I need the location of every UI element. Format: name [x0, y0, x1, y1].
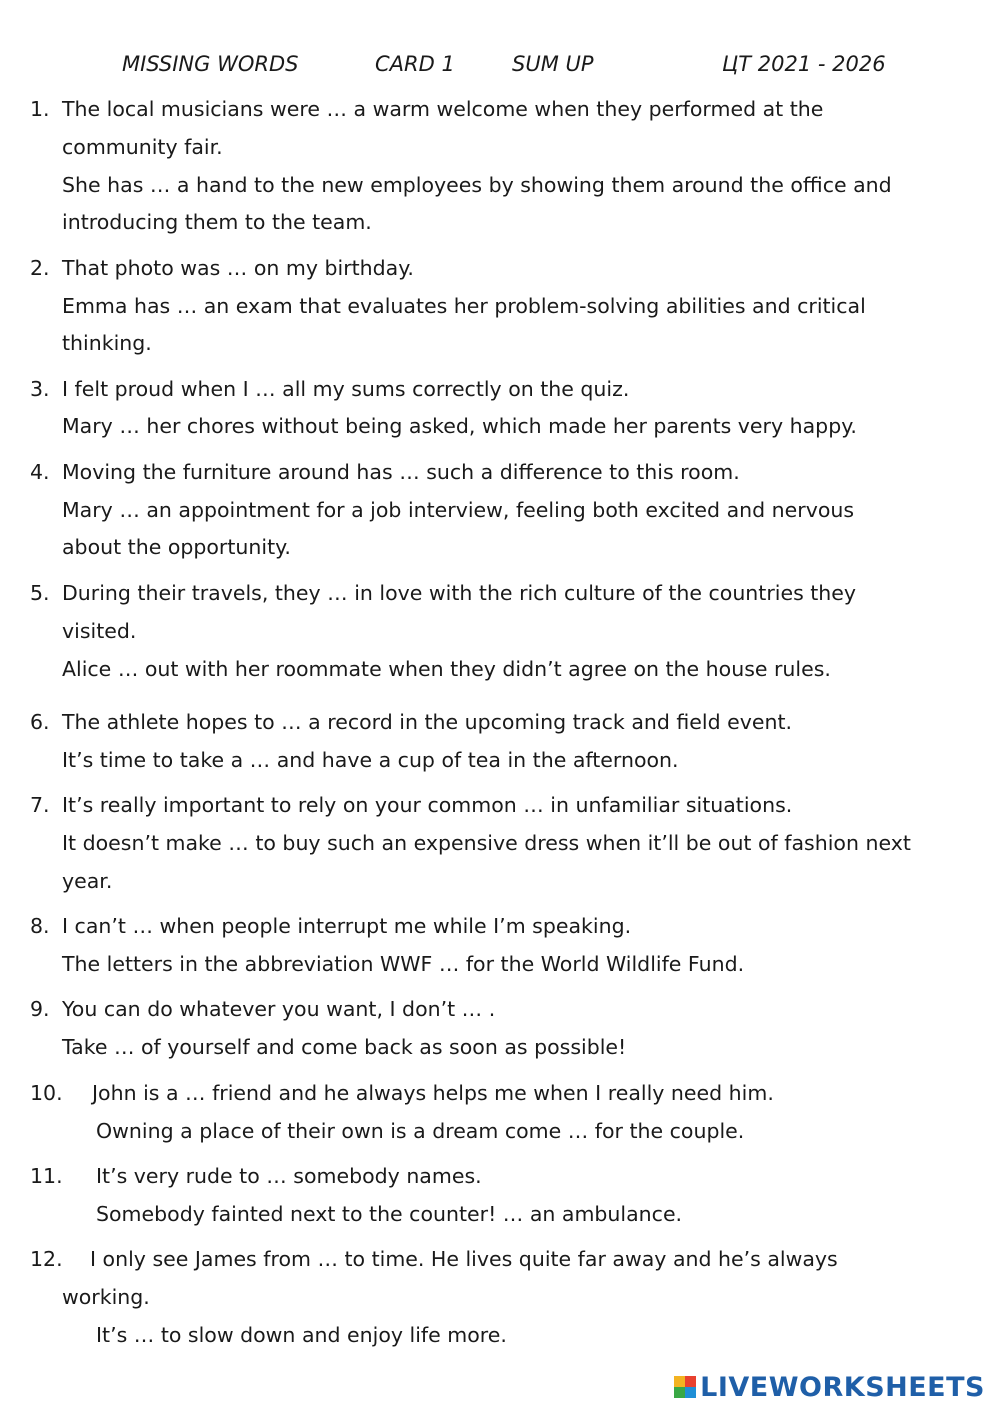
question-line: It’s very rude to … somebody names. [96, 1164, 482, 1188]
question-line: That photo was … on my birthday. [62, 256, 414, 280]
question-number: 7. [30, 793, 50, 817]
question-line: Owning a place of their own is a dream come … for the couple. [96, 1119, 745, 1143]
question-number: 1. [30, 97, 50, 121]
question-line: year. [62, 869, 113, 893]
question-line: visited. [62, 619, 137, 643]
question-line: I only see James from … to time. He lives quite far away and he’s always [90, 1247, 838, 1271]
question-line: Emma has … an exam that evaluates her problem-solving abilities and critical [62, 294, 866, 318]
question-number: 2. [30, 256, 50, 280]
question-line: Alice … out with her roommate when they didn’t agree on the house rules. [62, 657, 831, 681]
question-number: 12. [30, 1247, 63, 1271]
question-line: I can’t … when people interrupt me while I’m speaking. [62, 914, 632, 938]
question-line: You can do whatever you want, I don’t … . [62, 997, 496, 1021]
question-number: 9. [30, 997, 50, 1021]
question-line: John is a … friend and he always helps me when I really need him. [92, 1081, 774, 1105]
question-line: It’s really important to rely on your common … in unfamiliar situations. [62, 793, 793, 817]
question-line: introducing them to the team. [62, 210, 372, 234]
worksheet-title: MISSING WORDS [122, 52, 299, 76]
question-line: The letters in the abbreviation WWF … for the World Wildlife Fund. [62, 952, 745, 976]
question-line: It’s … to slow down and enjoy life more. [96, 1323, 507, 1347]
question-number: 6. [30, 710, 50, 734]
question-line: She has … a hand to the new employees by showing them around the office and [62, 173, 892, 197]
question-line: community fair. [62, 135, 223, 159]
exam-code: ЦТ 2021 - 2026 [722, 52, 886, 76]
section-label: SUM UP [512, 52, 594, 76]
question-number: 11. [30, 1164, 63, 1188]
question-number: 8. [30, 914, 50, 938]
liveworksheets-logo-icon [674, 1376, 696, 1398]
question-line: Moving the furniture around has … such a difference to this room. [62, 460, 740, 484]
question-line: Mary … an appointment for a job interview, feeling both excited and nervous [62, 498, 855, 522]
worksheet-header [0, 52, 999, 82]
question-number: 5. [30, 581, 50, 605]
logo-text: LIVEWORKSHEETS [700, 1371, 985, 1403]
question-number: 3. [30, 377, 50, 401]
question-line: It’s time to take a … and have a cup of tea in the afternoon. [62, 748, 679, 772]
question-line: thinking. [62, 331, 152, 355]
question-line: about the opportunity. [62, 535, 291, 559]
question-line: working. [62, 1285, 150, 1309]
liveworksheets-logo [674, 1370, 985, 1404]
question-line: Mary … her chores without being asked, which made her parents very happy. [62, 414, 857, 438]
question-line: The athlete hopes to … a record in the upcoming track and field event. [62, 710, 793, 734]
question-line: During their travels, they … in love with the rich culture of the countries they [62, 581, 857, 605]
question-line: Somebody fainted next to the counter! … an ambulance. [96, 1202, 683, 1226]
question-line: Take … of yourself and come back as soon as possible! [62, 1035, 627, 1059]
question-line: The local musicians were … a warm welcome when they performed at the [62, 97, 824, 121]
question-line: I felt proud when I … all my sums correctly on the quiz. [62, 377, 630, 401]
question-number: 10. [30, 1081, 63, 1105]
card-label: CARD 1 [375, 52, 455, 76]
question-line: It doesn’t make … to buy such an expensive dress when it’ll be out of fashion next [62, 831, 911, 855]
question-number: 4. [30, 460, 50, 484]
